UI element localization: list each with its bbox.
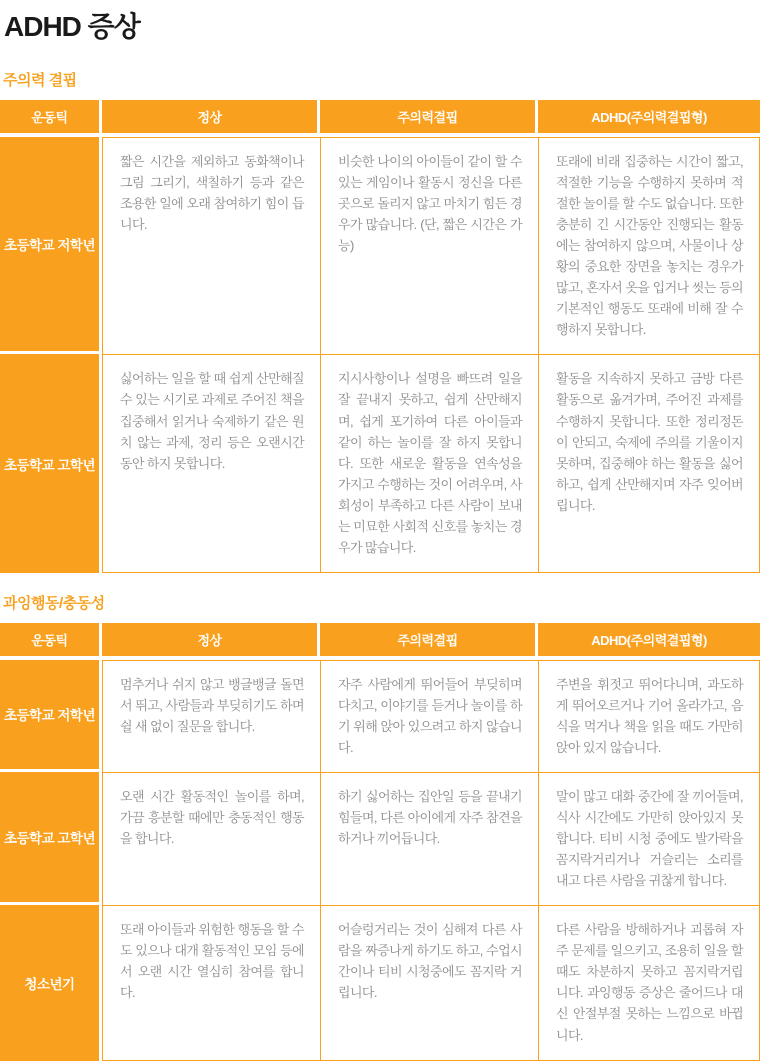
column-header-adhd-type: ADHD(주의력결핍형) bbox=[538, 623, 760, 660]
symptom-cell: 어슬렁거리는 것이 심해져 다른 사람을 짜증나게 하기도 하고, 수업시간이나 티비 시청중에도 꼼지락 거립니다. bbox=[320, 905, 538, 1060]
symptom-cell: 활동을 지속하지 못하고 금방 다른 활동으로 옮겨가며, 주어진 과제를 수행하지 못합니다. 또한 정리정돈이 안되고, 숙제에 주의를 기울이지 못하며, 집중해야 하는 활동을 싫어하고, 쉽게 산만해지며 자주 잊어버립니다. bbox=[538, 354, 760, 572]
column-header-normal: 정상 bbox=[102, 100, 320, 137]
symptom-cell: 싫어하는 일을 할 때 쉽게 산만해질 수 있는 시기로 과제로 주어진 책을 집중해서 읽거나 숙제하기 같은 원치 않는 과제, 정리 등은 오랜시간 동안 하지 못합니다. bbox=[102, 354, 320, 572]
row-label-elementary-upper: 초등학교 고학년 bbox=[0, 354, 102, 572]
symptom-cell: 주변을 휘젓고 뛰어다니며, 과도하게 뛰어오르거나 기어 올라가고, 음식을 먹거나 책을 읽을 때도 가만히 앉아 있지 않습니다. bbox=[538, 660, 760, 772]
attention-deficit-table bbox=[0, 100, 760, 573]
column-header-motor-tic: 운동틱 bbox=[0, 100, 102, 137]
table-header-row bbox=[0, 623, 760, 660]
section-hyperactivity-impulsivity bbox=[0, 592, 760, 1061]
symptom-cell: 말이 많고 대화 중간에 잘 끼어들며, 식사 시간에도 가만히 앉아있지 못합니다. 티비 시청 중에도 발가락을 꼼지락거리거나 거슬리는 소리를 내고 다른 사람을 귀찮게 합니다. bbox=[538, 772, 760, 905]
symptom-cell: 다른 사람을 방해하거나 괴롭혀 자주 문제를 일으키고, 조용히 일을 할 때도 차분하지 못하고 꼼지락거립니다. 과잉행동 증상은 줄어드나 대신 안절부절 못하는 느낌으로 바뀝니다. bbox=[538, 905, 760, 1060]
section-title-attention-deficit: 주의력 결핍 bbox=[3, 72, 77, 89]
section-title-hyperactivity: 과잉행동/충동성 bbox=[3, 594, 105, 612]
column-header-adhd-type: ADHD(주의력결핍형) bbox=[538, 100, 760, 137]
column-header-attention-deficit: 주의력결핍 bbox=[320, 623, 538, 660]
symptom-cell: 하기 싫어하는 집안일 등을 끝내기 힘들며, 다른 아이에게 자주 참견을 하거나 끼어듭니다. bbox=[320, 772, 538, 905]
page-title: ADHD 증상 bbox=[4, 11, 140, 42]
symptom-cell: 자주 사람에게 뛰어들어 부딪히며 다치고, 이야기를 듣거나 놀이를 하기 위해 앉아 있으려고 하지 않습니다. bbox=[320, 660, 538, 772]
row-label-elementary-lower: 초등학교 저학년 bbox=[0, 137, 102, 354]
column-header-attention-deficit: 주의력결핍 bbox=[320, 100, 538, 137]
symptom-cell: 비슷한 나이의 아이들이 같이 할 수 있는 게임이나 활동시 정신을 다른곳으로 돌리지 않고 마치기 힘든 경우가 많습니다. (단, 짧은 시간은 가능) bbox=[320, 137, 538, 354]
table-row bbox=[0, 905, 760, 1060]
table-row bbox=[0, 772, 760, 905]
table-row bbox=[0, 660, 760, 772]
hyperactivity-table bbox=[0, 623, 760, 1061]
symptom-cell: 지시사항이나 설명을 빠뜨려 일을 잘 끝내지 못하고, 쉽게 산만해지며, 쉽게 포기하여 다른 아이들과 같이 하는 놀이를 잘 하지 못합니다. 또한 새로운 활동을 연속성을 가지고 수행하는 것이 어려우며, 사회성이 부족하고 다른 사람이 보내는 미묘한 사회적 신호를 놓치는 경우가 많습니다. bbox=[320, 354, 538, 572]
section-attention-deficit bbox=[0, 69, 760, 573]
symptom-cell: 짧은 시간을 제외하고 동화책이나 그림 그리기, 색칠하기 등과 같은 조용한 일에 오래 참여하기 힘이 듭니다. bbox=[102, 137, 320, 354]
row-label-adolescence: 청소년기 bbox=[0, 905, 102, 1060]
column-header-motor-tic: 운동틱 bbox=[0, 623, 102, 660]
table-row bbox=[0, 137, 760, 354]
symptom-cell: 오랜 시간 활동적인 놀이를 하며, 가끔 흥분할 때에만 충동적인 행동을 합니다. bbox=[102, 772, 320, 905]
table-header-row bbox=[0, 100, 760, 137]
column-header-normal: 정상 bbox=[102, 623, 320, 660]
table-row bbox=[0, 354, 760, 572]
row-label-elementary-upper: 초등학교 고학년 bbox=[0, 772, 102, 905]
symptom-cell: 또래에 비래 집중하는 시간이 짧고, 적절한 기능을 수행하지 못하며 적절한 놀이를 할 수도 없습니다. 또한 충분히 긴 시간동안 진행되는 활동에는 참여하지 않으며, 사물이나 상황의 중요한 장면을 놓치는 경우가 많고, 혼자서 옷을 입거나 씻는 등의 기본적인 행동도 또래에 비해 잘 수행하지 못합니다. bbox=[538, 137, 760, 354]
symptom-cell: 또래 아이들과 위험한 행동을 할 수도 있으나 대개 활동적인 모임 등에서 오랜 시간 열심히 참여를 합니다. bbox=[102, 905, 320, 1060]
symptom-cell: 멈추거나 쉬지 않고 뱅글뱅글 돌면서 뛰고, 사람들과 부딪히기도 하며 쉴 새 없이 질문을 합니다. bbox=[102, 660, 320, 772]
row-label-elementary-lower: 초등학교 저학년 bbox=[0, 660, 102, 772]
